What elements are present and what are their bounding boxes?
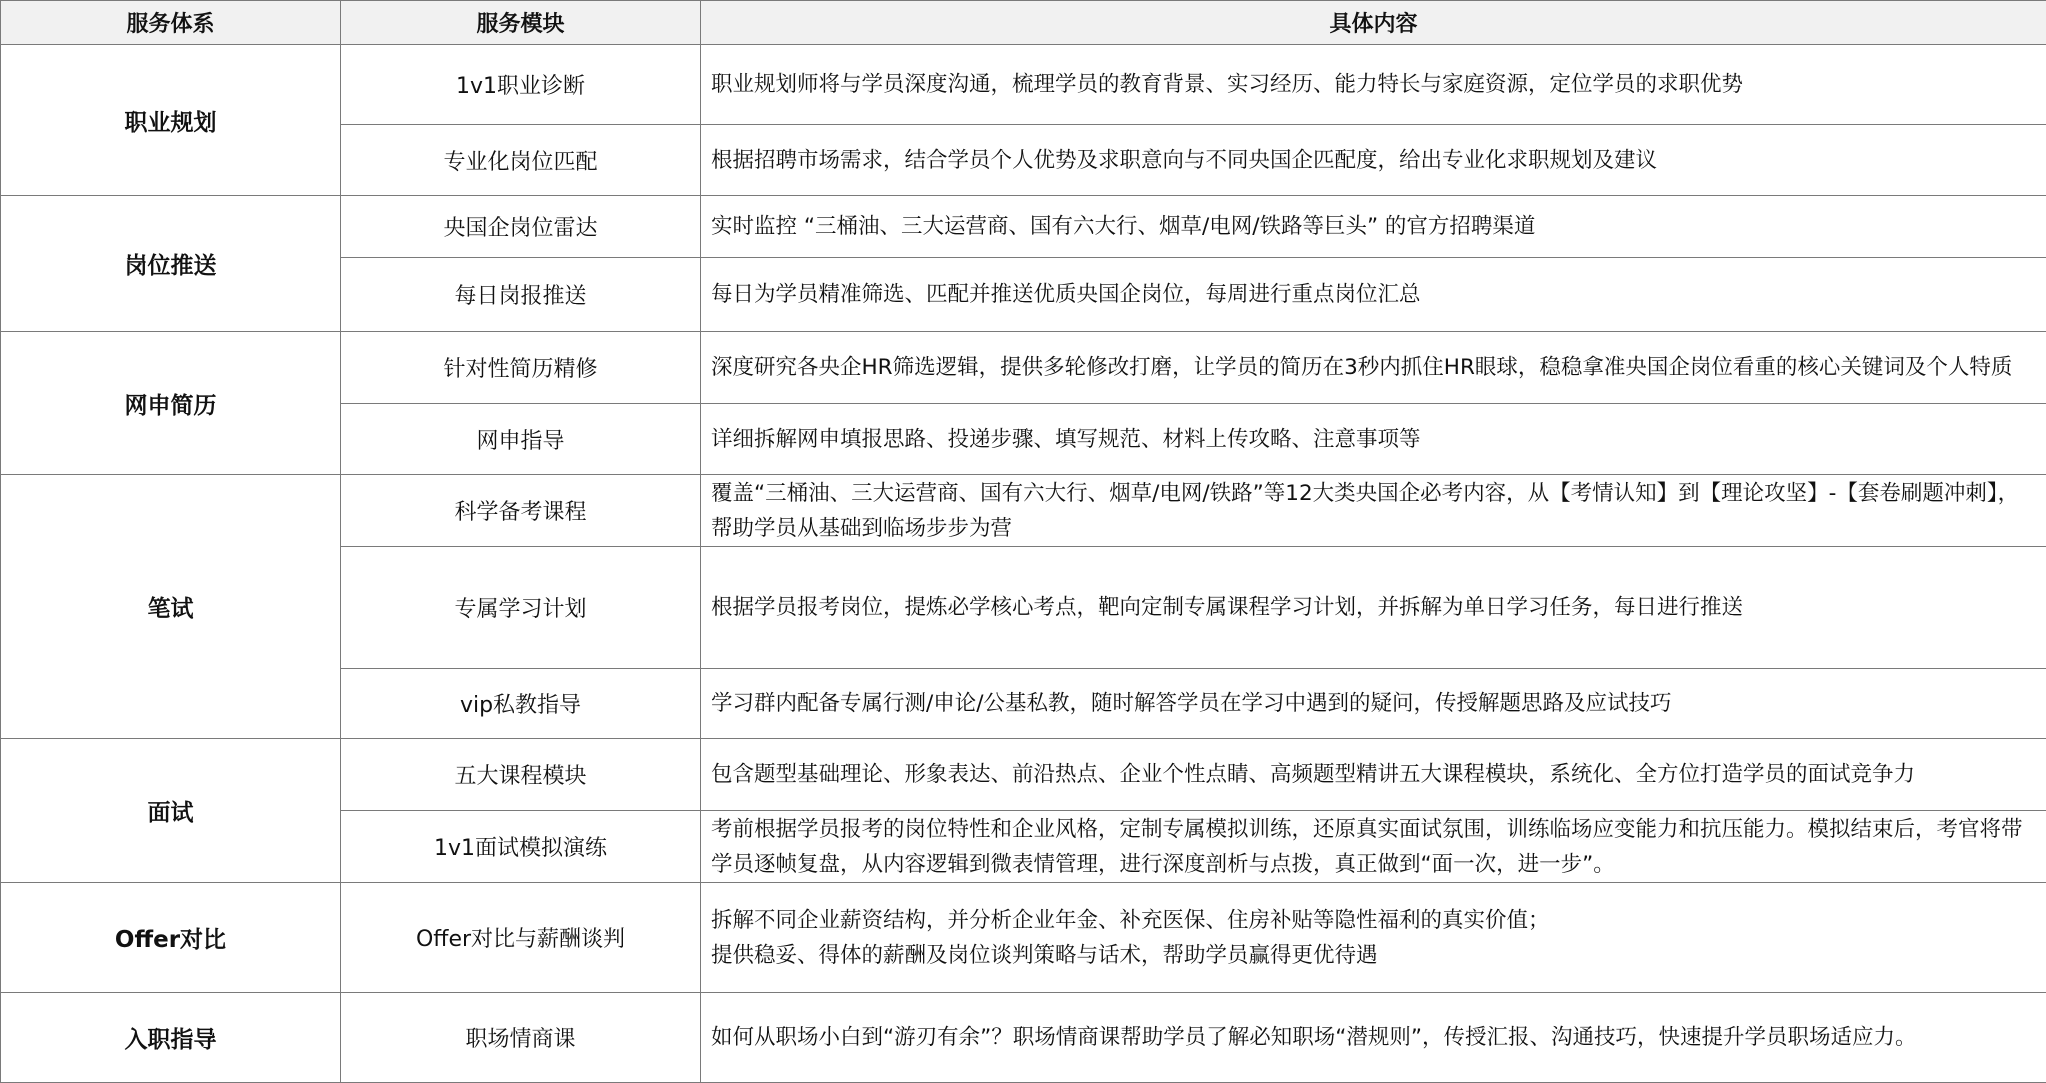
category-cell: 面试	[1, 739, 341, 883]
category-cell: 岗位推送	[1, 196, 341, 332]
detail-cell: 根据招聘市场需求，结合学员个人优势及求职意向与不同央国企匹配度，给出专业化求职规划及建议	[701, 125, 2046, 196]
detail-cell: 根据学员报考岗位，提炼必学核心考点，靶向定制专属课程学习计划，并拆解为单日学习任务，每日进行推送	[701, 547, 2046, 669]
category-cell: 职业规划	[1, 45, 341, 196]
detail-line: 拆解不同企业薪资结构，并分析企业年金、补充医保、住房补贴等隐性福利的真实价值；	[711, 903, 2036, 938]
category-cell: 入职指导	[1, 993, 341, 1083]
table-row	[1, 993, 2046, 1083]
detail-cell: 实时监控 “三桶油、三大运营商、国有六大行、烟草/电网/铁路等巨头” 的官方招聘渠道	[701, 196, 2046, 258]
detail-cell: 覆盖“三桶油、三大运营商、国有六大行、烟草/电网/铁路”等12大类央国企必考内容，从【考情认知】到【理论攻坚】-【套卷刷题冲刺】，帮助学员从基础到临场步步为营	[701, 475, 2046, 547]
category-cell: 笔试	[1, 475, 341, 739]
table-row	[1, 475, 2046, 547]
detail-cell: 职业规划师将与学员深度沟通，梳理学员的教育背景、实习经历、能力特长与家庭资源，定位学员的求职优势	[701, 45, 2046, 125]
module-cell: 1v1面试模拟演练	[341, 811, 701, 883]
module-cell: 每日岗报推送	[341, 258, 701, 332]
detail-cell: 如何从职场小白到“游刃有余”？职场情商课帮助学员了解必知职场“潜规则”，传授汇报、沟通技巧，快速提升学员职场适应力。	[701, 993, 2046, 1083]
header-specific-content: 具体内容	[701, 1, 2046, 45]
header-service-module: 服务模块	[341, 1, 701, 45]
table-row	[1, 45, 2046, 125]
detail-cell: 每日为学员精准筛选、匹配并推送优质央国企岗位，每周进行重点岗位汇总	[701, 258, 2046, 332]
detail-cell: 深度研究各央企HR筛选逻辑，提供多轮修改打磨，让学员的简历在3秒内抓住HR眼球，稳稳拿准央国企岗位看重的核心关键词及个人特质	[701, 332, 2046, 404]
detail-cell: 详细拆解网申填报思路、投递步骤、填写规范、材料上传攻略、注意事项等	[701, 404, 2046, 475]
table-row	[1, 739, 2046, 811]
module-cell: Offer对比与薪酬谈判	[341, 883, 701, 993]
module-cell: 针对性简历精修	[341, 332, 701, 404]
category-cell: 网申简历	[1, 332, 341, 475]
header-row	[1, 1, 2046, 45]
module-cell: vip私教指导	[341, 669, 701, 739]
module-cell: 职场情商课	[341, 993, 701, 1083]
detail-cell: 学习群内配备专属行测/申论/公基私教，随时解答学员在学习中遇到的疑问，传授解题思路及应试技巧	[701, 669, 2046, 739]
table-row	[1, 196, 2046, 258]
module-cell: 央国企岗位雷达	[341, 196, 701, 258]
table-row	[1, 332, 2046, 404]
category-cell: Offer对比	[1, 883, 341, 993]
module-cell: 五大课程模块	[341, 739, 701, 811]
module-cell: 科学备考课程	[341, 475, 701, 547]
table-row	[1, 883, 2046, 993]
module-cell: 专属学习计划	[341, 547, 701, 669]
detail-cell	[701, 883, 2046, 993]
module-cell: 1v1职业诊断	[341, 45, 701, 125]
header-service-system: 服务体系	[1, 1, 341, 45]
detail-cell: 包含题型基础理论、形象表达、前沿热点、企业个性点睛、高频题型精讲五大课程模块，系统化、全方位打造学员的面试竞争力	[701, 739, 2046, 811]
module-cell: 网申指导	[341, 404, 701, 475]
module-cell: 专业化岗位匹配	[341, 125, 701, 196]
detail-cell: 考前根据学员报考的岗位特性和企业风格，定制专属模拟训练，还原真实面试氛围，训练临场应变能力和抗压能力。模拟结束后，考官将带学员逐帧复盘，从内容逻辑到微表情管理，进行深度剖析与点拨，真正做到“面一次，进一步”。	[701, 811, 2046, 883]
detail-line: 提供稳妥、得体的薪酬及岗位谈判策略与话术，帮助学员赢得更优待遇	[711, 938, 2036, 973]
